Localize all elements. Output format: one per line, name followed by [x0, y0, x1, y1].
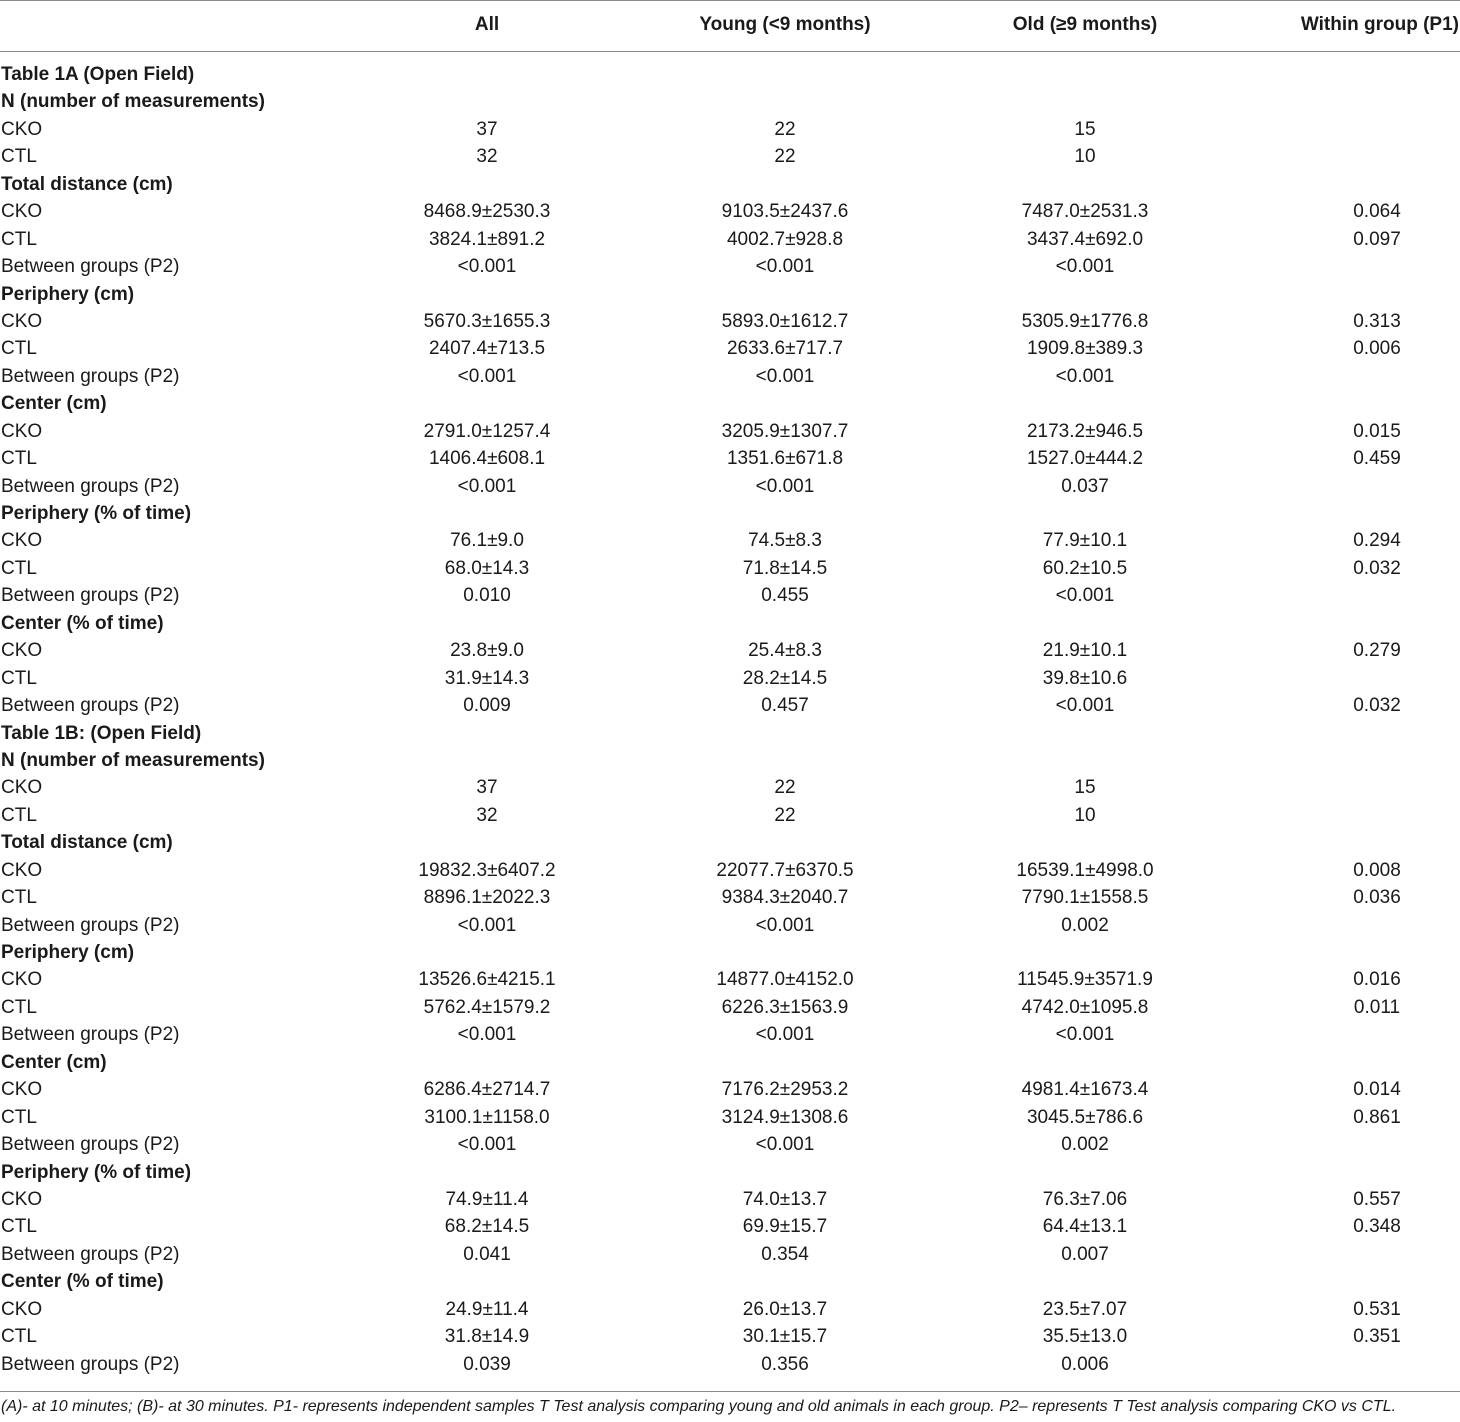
table-row [0, 995, 1460, 1022]
section-header-row [0, 501, 1460, 528]
cell-within-group: 0.032 [1353, 695, 1401, 717]
row-label: Between groups (P2) [1, 1353, 180, 1375]
cell-all: 6286.4±2714.7 [423, 1079, 551, 1101]
cell-old: 64.4±13.1 [1042, 1216, 1128, 1238]
cell-all: <0.001 [457, 256, 517, 278]
row-label: Between groups (P2) [1, 585, 180, 607]
row-label: Center (% of time) [1, 1271, 164, 1293]
cell-old: 3437.4±692.0 [1026, 228, 1144, 250]
cell-all: 8896.1±2022.3 [423, 887, 551, 909]
cell-young: 22 [774, 777, 796, 799]
cell-old: 10 [1074, 146, 1096, 168]
cell-all: <0.001 [457, 365, 517, 387]
cell-within-group: 0.531 [1353, 1298, 1401, 1320]
cell-old: 7790.1±1558.5 [1021, 887, 1149, 909]
cell-within-group: 0.294 [1353, 530, 1401, 552]
cell-old: 5305.9±1776.8 [1021, 310, 1149, 332]
row-label: CTL [1, 228, 37, 250]
cell-all: 1406.4±608.1 [428, 448, 546, 470]
cell-old: 77.9±10.1 [1042, 530, 1128, 552]
bottom-rule [0, 1391, 1460, 1392]
cell-all: <0.001 [457, 914, 517, 936]
cell-young: <0.001 [755, 1024, 815, 1046]
cell-all: <0.001 [457, 1134, 517, 1156]
cell-old: <0.001 [1055, 365, 1115, 387]
cell-all: 32 [476, 146, 498, 168]
table-row [0, 1242, 1460, 1269]
cell-young: <0.001 [755, 365, 815, 387]
cell-all: 8468.9±2530.3 [423, 201, 551, 223]
row-label: CKO [1, 1188, 43, 1210]
cell-all: 13526.6±4215.1 [418, 969, 556, 991]
table-row [0, 693, 1460, 720]
section-header-row [0, 62, 1460, 89]
table-row [0, 1077, 1460, 1104]
table-footnote: (A)- at 10 minutes; (B)- at 30 minutes. P1- represents independent samples T Test analysis comparing young and old animals in each group. P2– represents T Test analysis comparing CKO vs CTL. [1, 1398, 1397, 1415]
row-label: Between groups (P2) [1, 1243, 180, 1265]
row-label: Periphery (cm) [1, 283, 135, 305]
row-label: Periphery (% of time) [1, 1161, 192, 1183]
cell-all: 37 [476, 118, 498, 140]
cell-young: <0.001 [755, 475, 815, 497]
section-header-row [0, 1050, 1460, 1077]
cell-within-group: 0.064 [1353, 201, 1401, 223]
section-header-row [0, 1269, 1460, 1296]
cell-all: 68.0±14.3 [444, 557, 530, 579]
row-label: CTL [1, 1326, 37, 1348]
header-young: Young (<9 months) [699, 14, 871, 35]
cell-old: 15 [1074, 118, 1096, 140]
table-row [0, 1214, 1460, 1241]
cell-old: 39.8±10.6 [1042, 667, 1128, 689]
cell-old: 7487.0±2531.3 [1021, 201, 1149, 223]
cell-within-group: 0.313 [1353, 310, 1401, 332]
row-label: CTL [1, 1106, 37, 1128]
table-header [0, 0, 1460, 51]
cell-all: 37 [476, 777, 498, 799]
cell-old: 23.5±7.07 [1042, 1298, 1128, 1320]
cell-young: 14877.0±4152.0 [716, 969, 854, 991]
row-label: CTL [1, 667, 37, 689]
section-header-row [0, 172, 1460, 199]
table-row [0, 336, 1460, 363]
row-label: Periphery (cm) [1, 942, 135, 963]
cell-all: 68.2±14.5 [444, 1216, 530, 1238]
row-label: Between groups (P2) [1, 256, 180, 278]
cell-old: 1527.0±444.2 [1026, 448, 1144, 470]
section-header-row [0, 940, 1460, 967]
row-label: Between groups (P2) [1, 1134, 180, 1156]
cell-old: 35.5±13.0 [1042, 1326, 1128, 1348]
table-row [0, 1187, 1460, 1214]
cell-young: 74.0±13.7 [742, 1188, 828, 1210]
cell-all: 2407.4±713.5 [428, 338, 546, 360]
cell-young: 0.455 [761, 585, 809, 607]
cell-old: <0.001 [1055, 695, 1115, 717]
cell-young: 30.1±15.7 [742, 1326, 828, 1348]
table-row [0, 117, 1460, 144]
cell-within-group: 0.015 [1353, 420, 1401, 442]
cell-all: 23.8±9.0 [450, 640, 524, 662]
header-within-group: Within group (P1) [1300, 14, 1459, 35]
row-label: Periphery (% of time) [1, 503, 192, 524]
cell-all: 31.9±14.3 [444, 667, 530, 689]
cell-old: 4981.4±1673.4 [1021, 1079, 1149, 1101]
table-row [0, 364, 1460, 391]
cell-all: 19832.3±6407.2 [418, 859, 556, 881]
row-label: CKO [1, 640, 43, 662]
row-label: Center (% of time) [1, 612, 164, 634]
section-header-row [0, 391, 1460, 418]
cell-young: 25.4±8.3 [748, 640, 822, 662]
cell-within-group: 0.008 [1353, 859, 1401, 881]
cell-young: 9384.3±2040.7 [721, 887, 849, 909]
cell-all: 31.8±14.9 [444, 1326, 530, 1348]
table-row [0, 1297, 1460, 1324]
table-row [0, 556, 1460, 583]
row-label: Center (cm) [1, 393, 107, 415]
header-old: Old (≥9 months) [1012, 14, 1158, 35]
cell-old: 4742.0±1095.8 [1021, 996, 1149, 1018]
row-label: CKO [1, 420, 43, 442]
row-label: CKO [1, 1079, 43, 1101]
section-header-row [0, 748, 1460, 775]
row-label: CTL [1, 887, 37, 909]
cell-all: 3100.1±1158.0 [424, 1106, 550, 1128]
table-row [0, 967, 1460, 994]
row-label: CKO [1, 777, 43, 799]
cell-all: 0.039 [463, 1353, 511, 1375]
row-label: CTL [1, 996, 37, 1018]
cell-young: 22077.7±6370.5 [716, 859, 854, 881]
row-label: Total distance (cm) [1, 173, 173, 195]
row-label: CKO [1, 969, 43, 991]
cell-within-group: 0.036 [1353, 887, 1401, 909]
cell-all: 0.041 [463, 1243, 511, 1265]
cell-young: 6226.3±1563.9 [721, 996, 849, 1018]
cell-old: 0.002 [1061, 1134, 1109, 1156]
table-body [0, 62, 1460, 1379]
section-header-row [0, 611, 1460, 638]
table-row [0, 1324, 1460, 1351]
header-rule [0, 51, 1460, 52]
cell-young: 0.457 [761, 695, 809, 717]
row-label: CKO [1, 118, 43, 140]
row-label: CKO [1, 859, 43, 881]
row-label: CKO [1, 201, 43, 223]
table-row [0, 666, 1460, 693]
row-label: N (number of measurements) [1, 749, 265, 771]
table-row [0, 583, 1460, 610]
table-row [0, 638, 1460, 665]
cell-young: 71.8±14.5 [742, 557, 828, 579]
cell-old: 11545.9±3571.9 [1017, 969, 1153, 991]
cell-old: 10 [1074, 804, 1096, 826]
cell-young: 1351.6±671.8 [726, 448, 844, 470]
cell-young: <0.001 [755, 256, 815, 278]
cell-old: 3045.5±786.6 [1026, 1106, 1144, 1128]
table-row [0, 858, 1460, 885]
cell-old: 15 [1074, 777, 1096, 799]
row-label: CTL [1, 557, 37, 579]
table-row [0, 419, 1460, 446]
row-label: N (number of measurements) [1, 91, 265, 113]
row-label: Total distance (cm) [1, 832, 173, 854]
cell-young: 2633.6±717.7 [726, 338, 844, 360]
row-label: Between groups (P2) [1, 695, 180, 717]
cell-all: 24.9±11.4 [445, 1298, 529, 1320]
row-label: CTL [1, 1216, 37, 1238]
cell-all: 5670.3±1655.3 [423, 310, 551, 332]
cell-young: 74.5±8.3 [748, 530, 822, 552]
cell-old: <0.001 [1055, 1024, 1115, 1046]
cell-young: 69.9±15.7 [742, 1216, 828, 1238]
table-row [0, 227, 1460, 254]
cell-old: <0.001 [1055, 256, 1115, 278]
table-row [0, 885, 1460, 912]
table-row [0, 254, 1460, 281]
table-row [0, 1105, 1460, 1132]
row-label: Between groups (P2) [1, 365, 180, 387]
table-row [0, 474, 1460, 501]
cell-within-group: 0.032 [1353, 557, 1401, 579]
section-header-row [0, 721, 1460, 748]
cell-young: 22 [774, 118, 796, 140]
row-label: CKO [1, 530, 43, 552]
cell-young: 4002.7±928.8 [726, 228, 844, 250]
cell-old: 60.2±10.5 [1042, 557, 1128, 579]
cell-within-group: 0.557 [1353, 1188, 1401, 1210]
cell-young: 7176.2±2953.2 [721, 1079, 849, 1101]
cell-young: <0.001 [755, 914, 815, 936]
cell-old: 16539.1±4998.0 [1016, 859, 1154, 881]
cell-young: 0.354 [761, 1243, 809, 1265]
cell-within-group: 0.351 [1353, 1326, 1401, 1348]
cell-old: 0.007 [1061, 1243, 1109, 1265]
cell-within-group: 0.861 [1353, 1106, 1401, 1128]
cell-within-group: 0.348 [1353, 1216, 1401, 1238]
cell-within-group: 0.006 [1353, 338, 1401, 360]
cell-within-group: 0.459 [1353, 448, 1401, 470]
row-label: Between groups (P2) [1, 1024, 180, 1046]
row-label: CTL [1, 804, 37, 826]
header-all: All [474, 14, 500, 35]
cell-all: 0.010 [463, 585, 511, 607]
table-row [0, 528, 1460, 555]
cell-old: 1909.8±389.3 [1026, 338, 1144, 360]
row-label: Table 1B: (Open Field) [1, 722, 202, 744]
cell-all: 0.009 [463, 695, 511, 717]
section-header-row [0, 282, 1460, 309]
cell-old: <0.001 [1055, 585, 1115, 607]
cell-all: <0.001 [457, 475, 517, 497]
cell-young: 3124.9±1308.6 [721, 1106, 849, 1128]
table-row [0, 913, 1460, 940]
cell-old: 2173.2±946.5 [1026, 420, 1144, 442]
cell-old: 76.3±7.06 [1042, 1188, 1128, 1210]
row-label: Between groups (P2) [1, 475, 180, 497]
row-label: Center (cm) [1, 1051, 107, 1073]
table-row [0, 1352, 1460, 1379]
table-row [0, 446, 1460, 473]
table-row [0, 775, 1460, 802]
cell-old: 0.037 [1061, 475, 1109, 497]
cell-young: 3205.9±1307.7 [721, 420, 849, 442]
table-row [0, 1022, 1460, 1049]
row-label: CTL [1, 338, 37, 360]
table-row [0, 309, 1460, 336]
cell-within-group: 0.016 [1353, 969, 1401, 991]
cell-old: 21.9±10.1 [1042, 640, 1128, 662]
cell-all: 32 [476, 804, 498, 826]
cell-within-group: 0.279 [1353, 640, 1401, 662]
row-label: Between groups (P2) [1, 914, 180, 936]
cell-young: 26.0±13.7 [742, 1298, 828, 1320]
cell-young: 5893.0±1612.7 [721, 310, 849, 332]
row-label: Table 1A (Open Field) [1, 64, 195, 85]
row-label: CTL [1, 146, 37, 168]
cell-young: 0.356 [761, 1353, 809, 1375]
cell-all: 76.1±9.0 [450, 530, 524, 552]
section-header-row [0, 830, 1460, 857]
row-label: CKO [1, 1298, 43, 1320]
cell-old: 0.002 [1061, 914, 1109, 936]
cell-within-group: 0.011 [1353, 996, 1401, 1018]
table-row [0, 1132, 1460, 1159]
cell-young: 9103.5±2437.6 [721, 201, 849, 223]
cell-young: <0.001 [755, 1134, 815, 1156]
table-row [0, 144, 1460, 171]
cell-old: 0.006 [1061, 1353, 1109, 1375]
cell-within-group: 0.097 [1353, 228, 1401, 250]
cell-all: 2791.0±1257.4 [423, 420, 551, 442]
row-label: CTL [1, 448, 37, 470]
row-label: CKO [1, 310, 43, 332]
cell-all: 3824.1±891.2 [428, 228, 546, 250]
section-header-row [0, 1160, 1460, 1187]
table-row [0, 803, 1460, 830]
cell-young: 22 [774, 146, 796, 168]
cell-all: 74.9±11.4 [445, 1188, 529, 1210]
cell-young: 22 [774, 804, 796, 826]
table-row [0, 199, 1460, 226]
section-header-row [0, 89, 1460, 116]
cell-all: <0.001 [457, 1024, 517, 1046]
cell-all: 5762.4±1579.2 [423, 996, 551, 1018]
cell-young: 28.2±14.5 [742, 667, 828, 689]
cell-within-group: 0.014 [1353, 1079, 1401, 1101]
